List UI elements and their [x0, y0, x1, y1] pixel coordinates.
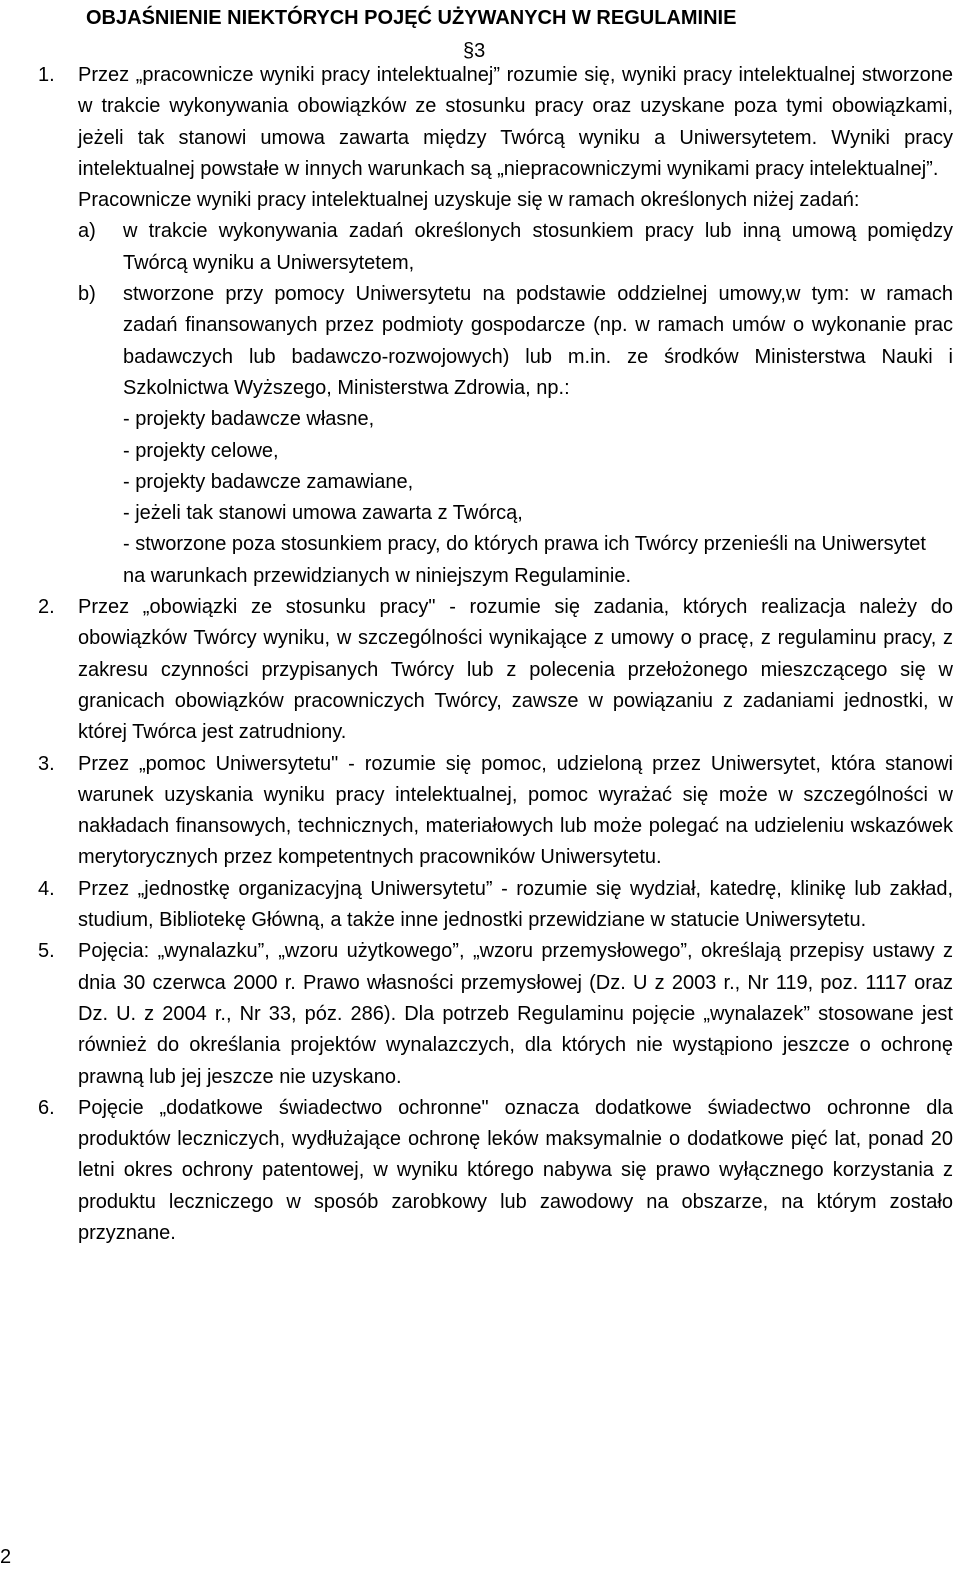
- item-text: Przez „obowiązki ze stosunku pracy" - rozumie się zadania, których realizacja należy do obowiązków Twórcy wyniku, w szczególności wynikające z umowy o pracę, z regulaminu pracy, z zakresu czynności przypisanych Twórcy lub z polecenia przełożonego mieszczącego się w granicach obowiązków pracowniczych Twórcy, zawsze w powiązaniu z zadaniami jednostki, w której Twórca jest zatrudniony.: [78, 596, 953, 744]
- item-text: Pojęcie „dodatkowe świadectwo ochronne" oznacza dodatkowe świadectwo ochronne dla produktów leczniczych, wydłużające ochronę leków maksymalnie o dodatkowe pięć lat, ponad 20 letni okres ochrony patentowej, w wyniku którego nabywa się prawo wyłącznego korzystania z produktu leczniczego w sposób zarobkowy lub zawodowy na obszarze, na którym zostało przyznane.: [78, 1096, 953, 1244]
- page-number: 2: [0, 1546, 12, 1568]
- list-item: - projekty badawcze własne,: [123, 408, 375, 431]
- item-text: Przez „jednostkę organizacyjną Uniwersytetu” - rozumie się wydział, katedrę, klinikę lub zakład, studium, Bibliotekę Główną, a także inne jednostki przewidziane w statucie Uniwersytetu.: [78, 877, 953, 932]
- item-number: 6.: [38, 1096, 55, 1119]
- definition-item-3: [38, 749, 953, 874]
- list-item: - projekty badawcze zamawiane,: [123, 470, 414, 493]
- sub-item-text: stworzone przy pomocy Uniwersytetu na podstawie oddzielnej umowy,w tym: w ramach zadań finansowanych przez podmioty gospodarcze (np. w ramach umów o wykonanie prac badawczych lub badawczo-rozwojowych) lub m.in. ze środków Ministerstwa Nauki i Szkolnictwa Wyższego, Ministerstwa Zdrowia, np.:: [123, 283, 953, 399]
- list-item: - stworzone poza stosunkiem pracy, do których prawa ich Twórcy przenieśli na Uniwersytet na warunkach przewidzianych w niniejszym Regulaminie.: [123, 533, 926, 587]
- item-number: 1.: [38, 64, 55, 86]
- item-text: Przez „pomoc Uniwersytetu" - rozumie się pomoc, udzieloną przez Uniwersytet, która stanowi warunek uzyskania wyniku pracy intelektualnej, pomoc wyrażać się może w szczególności w nakładach finansowych, technicznych, materiałowych lub może polegać na udzieleniu wskazówek merytorycznych przez kompetentnych pracowników Uniwersytetu.: [78, 752, 953, 869]
- sub-item-letter: a): [78, 220, 96, 243]
- project-type-list: [123, 404, 953, 592]
- item-number: 2.: [38, 596, 55, 619]
- document-title: OBJAŚNIENIE NIEKTÓRYCH POJĘĆ UŻYWANYCH W REGULAMINIE: [86, 7, 737, 29]
- list-item: - projekty celowe,: [123, 439, 279, 462]
- sub-item-b: [78, 279, 953, 592]
- sub-item-a: [78, 216, 953, 279]
- definitions-list: [38, 60, 953, 1249]
- sub-item-letter: b): [78, 283, 96, 306]
- definition-item-1: [38, 60, 953, 592]
- item-number: 5.: [38, 940, 55, 963]
- item-text-continued: Pracownicze wyniki pracy intelektualnej uzyskuje się w ramach określonych niżej zadań:: [78, 189, 860, 212]
- definition-item-5: [38, 936, 953, 1092]
- definition-item-6: [38, 1093, 953, 1249]
- section-marker: §3: [463, 40, 486, 62]
- list-item: - jeżeli tak stanowi umowa zawarta z Twórcą,: [123, 502, 523, 525]
- definition-item-4: [38, 874, 953, 937]
- item-text: Pojęcia: „wynalazku”, „wzoru użytkowego”, „wzoru przemysłowego”, określają przepisy ustawy z dnia 30 czerwca 2000 r. Prawo własności przemysłowej (Dz. U z 2003 r., Nr 119, poz. 1117 oraz Dz. U. z 2004 r., Nr 33, póz. 286). Dla potrzeb Regulaminu pojęcie „wynalazek” stosowane jest również do określania projektów wynalazczych, dla których nie wystąpiono jeszcze o ochronę prawną lub jej jeszcze nie uzyskano.: [78, 940, 953, 1088]
- sub-item-text: w trakcie wykonywania zadań określonych stosunkiem pracy lub inną umową pomiędzy Twórcą wyniku a Uniwersytetem,: [123, 220, 953, 274]
- item-number: 3.: [38, 752, 55, 775]
- item-number: 4.: [38, 877, 55, 900]
- definition-item-2: [38, 592, 953, 748]
- item-text: Przez „pracownicze wyniki pracy intelektualnej” rozumie się, wyniki pracy intelektualnej stworzone w trakcie wykonywania obowiązków ze stosunku pracy oraz uzyskane poza tymi obowiązkami, jeżeli tak stanowi umowa zawarta między Twórcą wyniku a Uniwersytetem. Wyniki pracy intelektualnej powstałe w innych warunkach są „niepracowniczymi wynikami pracy intelektualnej”.: [78, 64, 953, 180]
